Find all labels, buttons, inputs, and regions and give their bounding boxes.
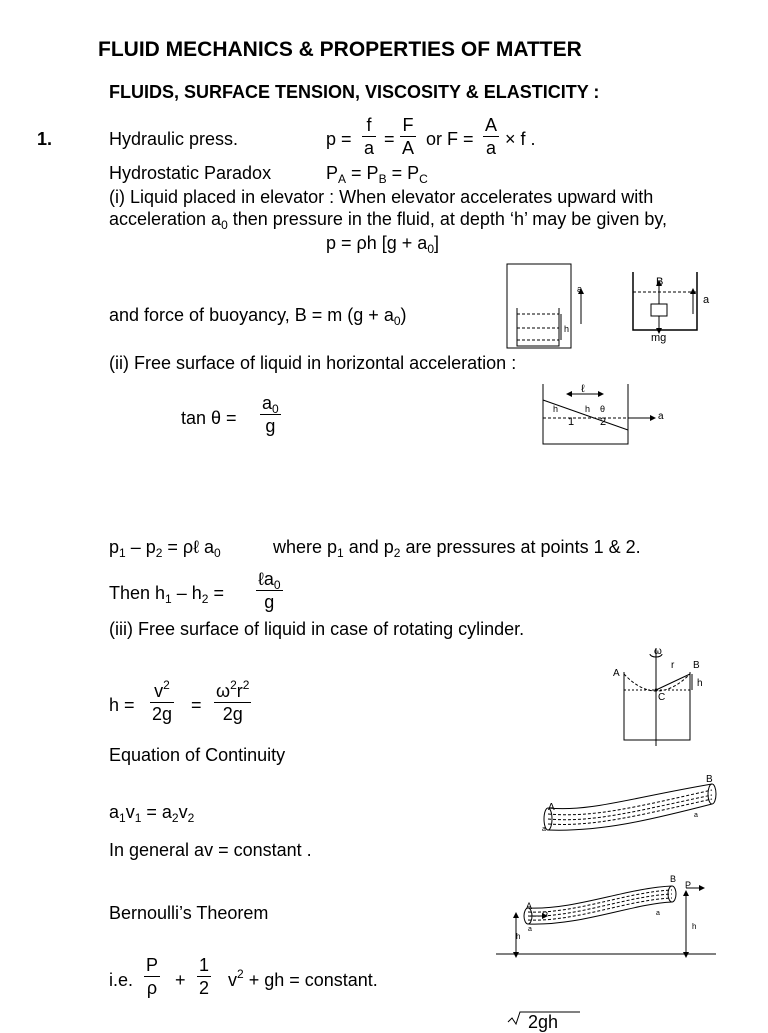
frac-num: 1: [199, 955, 210, 975]
frac-den: A: [402, 138, 415, 158]
sub: 1: [119, 811, 126, 825]
fraction-la0-over-g: [256, 568, 283, 613]
fraction-f-over-a: [362, 114, 376, 159]
text: = a: [141, 802, 172, 822]
bern-P-label: P: [542, 910, 549, 920]
buoyancy-text: [109, 305, 407, 326]
fraction-one-half: [197, 954, 211, 999]
rotating-cylinder-text: (iii) Free surface of liquid in case of rotating cylinder.: [109, 619, 525, 639]
sub: 0: [214, 546, 221, 560]
rot-C-label: C: [658, 692, 666, 703]
sub: 2: [187, 811, 195, 825]
fraction-a0-over-g: [260, 392, 281, 437]
or-F: or F =: [426, 129, 474, 149]
text: and p: [343, 537, 394, 557]
page-title: FLUID MECHANICS & PROPERTIES OF MATTER: [98, 38, 582, 61]
eq-mid: = P: [386, 163, 420, 183]
text: v: [228, 970, 237, 990]
frac-num: [260, 392, 281, 415]
tilt-h1-label: h: [553, 404, 559, 414]
paradox-eq: [326, 163, 428, 184]
tilt-theta-label: θ: [600, 404, 606, 414]
tilt-1-label: 1: [568, 416, 575, 428]
sub: 1: [119, 546, 126, 560]
partial-sqrt-text: 2gh: [528, 1012, 559, 1032]
text: = ρℓ a: [162, 537, 215, 557]
rot-A-label: A: [613, 668, 620, 679]
sup: 2: [237, 967, 244, 981]
text: ]: [434, 233, 440, 253]
text: are pressures at points 1 & 2.: [400, 537, 641, 557]
general-constant: In general av = constant .: [109, 840, 312, 860]
sup: 2: [242, 678, 250, 692]
elevator-line-2: [109, 209, 667, 230]
bernoulli-figure: [496, 874, 716, 958]
sub: 2: [201, 592, 209, 606]
buoyancy-figure: [625, 270, 705, 340]
pipe-a1v1-label: [542, 826, 546, 833]
text: + gh = constant.: [243, 970, 378, 990]
buoyancy-a0-label: a: [703, 294, 710, 306]
text: r: [236, 681, 243, 701]
tan-theta-label: tan θ =: [181, 408, 237, 428]
fraction-v2-over-2g: [150, 680, 174, 725]
continuity-heading: Equation of Continuity: [109, 745, 286, 765]
paradox-label: Hydrostatic Paradox: [109, 163, 272, 183]
section-subtitle: FLUIDS, SURFACE TENSION, VISCOSITY & ELASTICITY :: [109, 82, 600, 102]
pipe-a2v2-label: [694, 812, 698, 819]
pressure-difference: [109, 537, 221, 558]
bern-h2-label: h: [692, 922, 697, 931]
item-number: 1.: [37, 129, 53, 149]
sub: 2: [171, 811, 179, 825]
text: =: [208, 583, 224, 603]
eq-mid: = P: [346, 163, 379, 183]
bern-P2-label: P: [685, 880, 692, 890]
text: ω: [216, 681, 231, 701]
continuity-pipe-figure: [540, 778, 720, 838]
frac-den: 2g: [152, 704, 173, 724]
bern-a1v1-label: [528, 926, 532, 933]
text: acceleration a: [109, 209, 222, 229]
bern-h1-label: h: [516, 932, 521, 941]
tilted-surface-figure: [540, 384, 670, 446]
frac-num: A: [485, 115, 498, 135]
frac-num: [150, 680, 174, 703]
sub: A: [338, 172, 347, 186]
text: – h: [171, 583, 202, 603]
sub: 1: [134, 811, 142, 825]
sub: 0: [221, 218, 228, 232]
tilt-a0-label: a: [658, 411, 664, 422]
frac-den: a: [364, 138, 375, 158]
elevator-a0-label: a: [577, 284, 583, 294]
text: v: [125, 802, 135, 822]
sup: 2: [230, 678, 237, 692]
buoyancy-mg-label: mg: [651, 332, 667, 344]
bernoulli-heading: Bernoulli’s Theorem: [109, 903, 269, 923]
text: then pressure in the fluid, at depth ‘h’ may be given by,: [227, 209, 668, 229]
frac-den: 2g: [222, 704, 243, 724]
rot-B-label: B: [693, 660, 700, 671]
text: – p: [125, 537, 156, 557]
frac-den: ρ: [146, 978, 158, 998]
text: Then h: [109, 583, 166, 603]
fraction-w2r2-over-2g: [214, 680, 251, 725]
rot-h-label: h: [697, 678, 703, 689]
rot-eq-sign: =: [191, 695, 202, 715]
fraction-A-over-a: [483, 114, 499, 159]
sub: 1: [337, 546, 344, 560]
bern-A-label: A: [526, 901, 533, 911]
text: a: [542, 826, 546, 833]
bernoulli-rest: [228, 967, 378, 991]
elevator-h-label: h: [564, 324, 570, 334]
frac-den: 2: [199, 978, 210, 998]
bernoulli-plus: +: [175, 970, 186, 990]
frac-num: F: [400, 114, 416, 137]
sub: 1: [165, 592, 172, 606]
eq-sign: =: [384, 129, 395, 149]
pipe-B-label: B: [706, 774, 713, 785]
text: a: [528, 926, 532, 933]
sub: 0: [273, 578, 281, 592]
continuity-eq: [109, 802, 194, 823]
text: ℓa: [258, 569, 274, 589]
frac-den: a: [486, 138, 497, 158]
hydraulic-p-eq: p =: [326, 129, 352, 149]
buoyancy-B-label: B: [656, 276, 664, 288]
sub: 2: [393, 546, 401, 560]
frac-den: g: [264, 592, 275, 612]
bern-B-label: B: [670, 874, 677, 884]
text: and force of buoyancy, B = m (g + a: [109, 305, 394, 325]
text: a: [656, 910, 660, 917]
bern-a2v2-label: [656, 910, 660, 917]
sub: B: [378, 172, 387, 186]
bernoulli-ie: i.e.: [109, 970, 134, 990]
text: where p: [273, 537, 338, 557]
text: p: [109, 537, 120, 557]
text: p = ρh [g + a: [326, 233, 428, 253]
rot-h-eq: h =: [109, 695, 135, 715]
sub: 0: [393, 314, 401, 328]
fraction-F-over-A: [400, 114, 416, 159]
text: a: [109, 802, 120, 822]
height-difference: [109, 583, 224, 604]
frac-num: [256, 568, 283, 591]
text: ): [400, 305, 407, 325]
sub: 2: [155, 546, 163, 560]
times-f: × f .: [505, 129, 536, 149]
sub: 0: [272, 402, 279, 416]
pressure-equation: [326, 233, 439, 254]
frac-num: [214, 680, 251, 703]
rot-omega-label: ω: [654, 646, 662, 657]
frac-den: g: [265, 416, 276, 436]
elevator-figure: [505, 262, 575, 350]
sub: C: [419, 172, 428, 186]
pipe-A-label: A: [548, 802, 555, 813]
tilt-h2-label: h: [585, 404, 591, 414]
horizontal-accel-text: (ii) Free surface of liquid in horizontal acceleration :: [109, 353, 517, 373]
fraction-P-over-rho: [144, 954, 160, 999]
tilt-ell-label: ℓ: [581, 383, 585, 395]
text: a: [694, 812, 698, 819]
elevator-line-1: (i) Liquid placed in elevator : When elevator accelerates upward with: [109, 187, 654, 207]
sub: 0: [427, 242, 434, 256]
pressure-difference-where: [273, 537, 641, 558]
text: v: [154, 681, 164, 701]
rot-r-label: r: [671, 660, 675, 671]
a: a: [262, 393, 273, 413]
frac-num: f: [362, 114, 376, 137]
tilt-2-label: 2: [600, 416, 607, 428]
sup: 2: [163, 678, 170, 692]
text: v: [178, 802, 188, 822]
p-sym: P: [326, 163, 339, 183]
hydraulic-label: Hydraulic press.: [109, 129, 239, 149]
frac-num: P: [146, 955, 159, 975]
